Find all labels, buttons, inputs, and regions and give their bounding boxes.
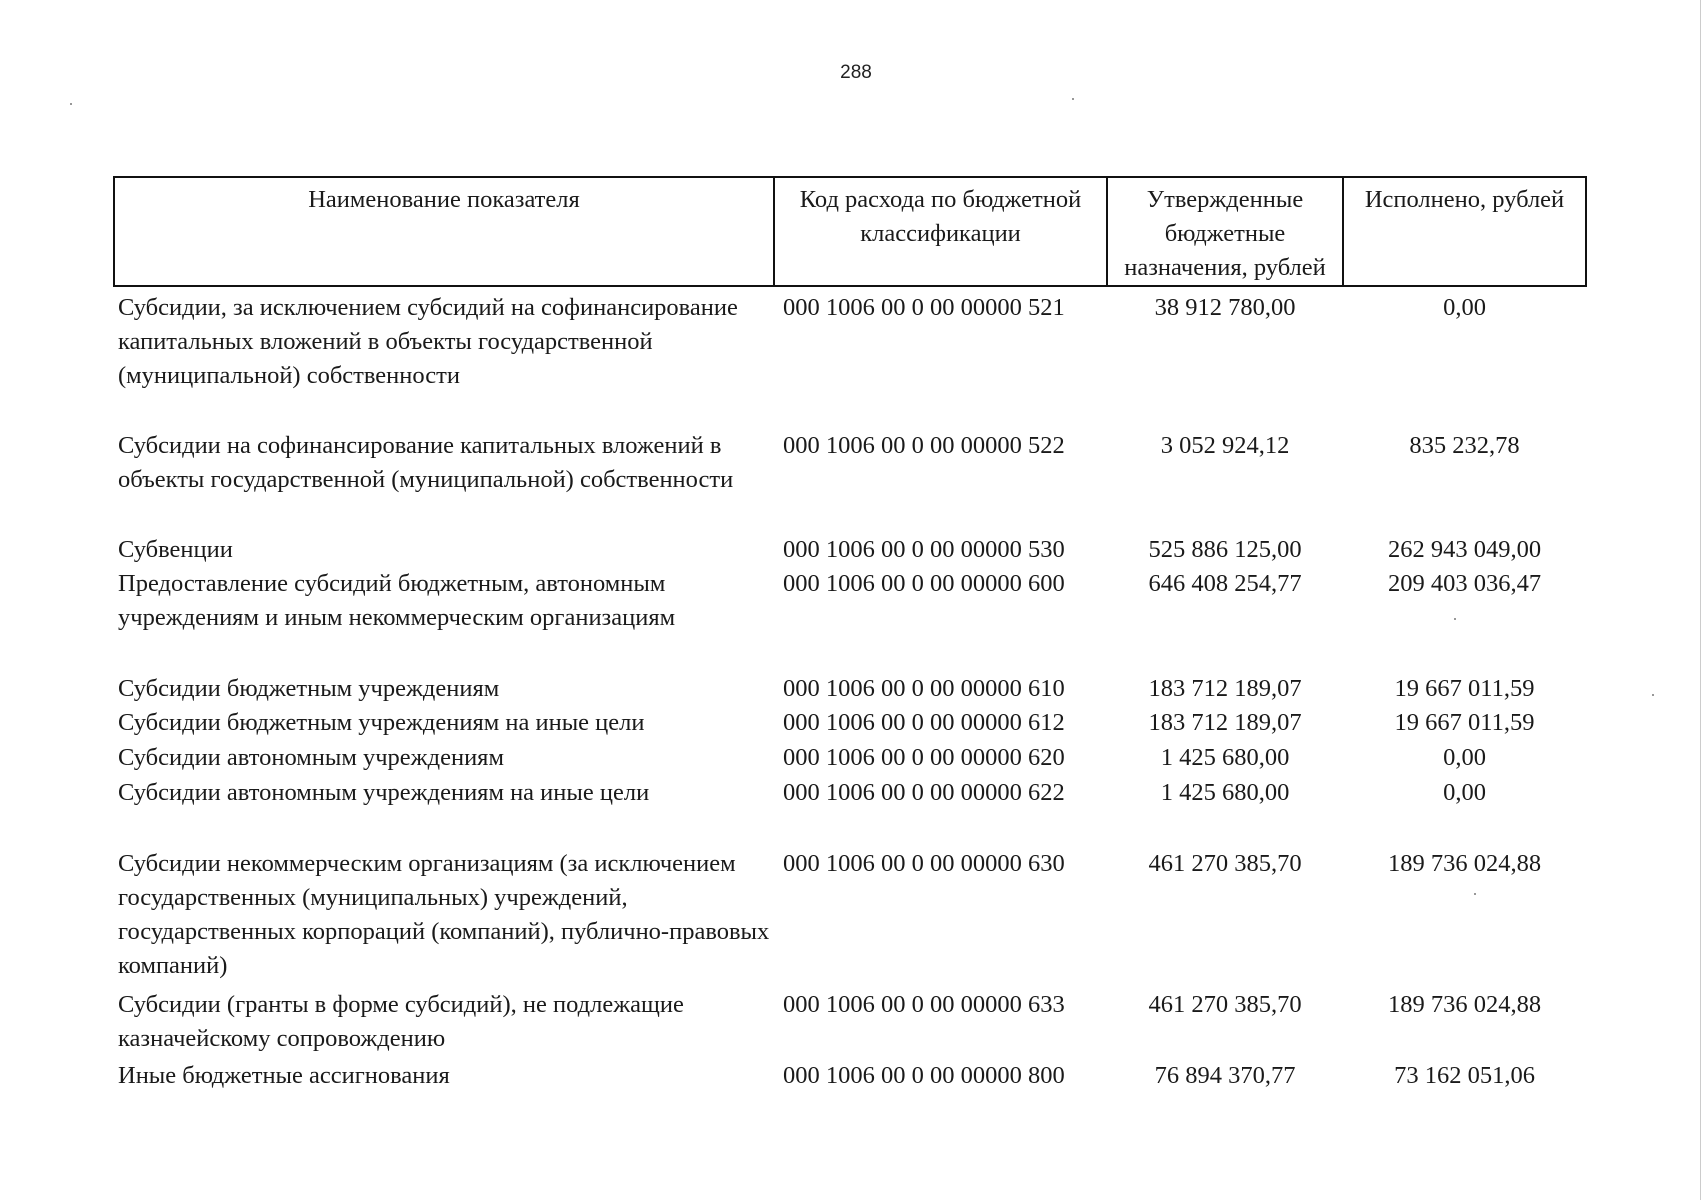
table-row xyxy=(114,672,1586,706)
table-row xyxy=(114,429,1586,533)
row-approved-amount: 183 712 189,07 xyxy=(1148,709,1302,736)
table-body xyxy=(114,286,1586,1093)
row-indicator-name: Субсидии автономным учреждениям xyxy=(118,744,504,771)
table-header xyxy=(114,177,1586,286)
row-approved-amount: 646 408 254,77 xyxy=(1148,570,1302,597)
row-executed-amount: 73 162 051,06 xyxy=(1394,1062,1535,1089)
row-executed-amount: 262 943 049,00 xyxy=(1387,536,1542,563)
scan-speck xyxy=(1474,893,1476,895)
row-indicator-name: Иные бюджетные ассигнования xyxy=(118,1062,450,1089)
row-approved-amount: 3 052 924,12 xyxy=(1160,432,1290,459)
table-row xyxy=(114,741,1586,776)
row-approved-amount: 525 886 125,00 xyxy=(1148,536,1302,563)
row-classification-code: 000 1006 00 0 00 00000 800 xyxy=(783,1062,1065,1089)
header-approved-amount: Утвержденные бюджетные назначения, рублей xyxy=(1107,177,1343,286)
page-number: 288 xyxy=(840,62,872,83)
row-executed-amount: 0,00 xyxy=(1443,294,1486,321)
row-approved-amount: 38 912 780,00 xyxy=(1154,294,1296,321)
row-approved-amount: 461 270 385,70 xyxy=(1148,850,1302,877)
row-classification-code: 000 1006 00 0 00 00000 521 xyxy=(783,294,1065,321)
row-executed-amount: 189 736 024,88 xyxy=(1387,991,1542,1018)
table-row xyxy=(114,1059,1586,1093)
row-indicator-name: Субсидии автономным учреждениям на иные цели xyxy=(118,779,650,806)
row-executed-amount: 835 232,78 xyxy=(1409,432,1520,459)
header-executed-amount: Исполнено, рублей xyxy=(1343,177,1586,286)
row-approved-amount: 183 712 189,07 xyxy=(1148,675,1302,702)
row-approved-amount: 1 425 680,00 xyxy=(1160,779,1290,806)
row-executed-amount: 19 667 011,59 xyxy=(1394,675,1535,702)
table-row xyxy=(114,567,1586,672)
row-indicator-name: Субсидии некоммерческим организациям (за исключением государственных (муниципальных) учреждений, государственных корпораций (компаний), публично-правовых компаний) xyxy=(118,850,770,979)
header-indicator-name: Наименование показателя xyxy=(114,177,774,286)
row-indicator-name: Субсидии бюджетным учреждениям на иные цели xyxy=(118,709,645,736)
row-classification-code: 000 1006 00 0 00 00000 633 xyxy=(783,991,1065,1018)
row-executed-amount: 209 403 036,47 xyxy=(1387,570,1542,597)
row-classification-code: 000 1006 00 0 00 00000 600 xyxy=(783,570,1065,597)
table-row xyxy=(114,286,1586,429)
scan-speck xyxy=(1454,618,1456,620)
row-classification-code: 000 1006 00 0 00 00000 620 xyxy=(783,744,1065,771)
row-executed-amount: 0,00 xyxy=(1443,744,1486,771)
header-classification-code: Код расхода по бюджетной классификации xyxy=(774,177,1107,286)
row-classification-code: 000 1006 00 0 00 00000 610 xyxy=(783,675,1065,702)
scan-edge-line xyxy=(1700,0,1701,1200)
row-indicator-name: Субсидии, за исключением субсидий на софинансирование капитальных вложений в объекты государственной (муниципальной) собственности xyxy=(118,294,738,389)
table-row xyxy=(114,847,1586,988)
row-executed-amount: 19 667 011,59 xyxy=(1394,709,1535,736)
row-approved-amount: 76 894 370,77 xyxy=(1154,1062,1296,1089)
row-classification-code: 000 1006 00 0 00 00000 630 xyxy=(783,850,1065,877)
row-classification-code: 000 1006 00 0 00 00000 530 xyxy=(783,536,1065,563)
row-approved-amount: 1 425 680,00 xyxy=(1160,744,1290,771)
scan-speck xyxy=(1072,98,1074,100)
table-row xyxy=(114,988,1586,1059)
row-indicator-name: Предоставление субсидий бюджетным, автономным учреждениям и иным некоммерческим организациям xyxy=(118,570,676,631)
row-indicator-name: Субсидии (гранты в форме субсидий), не подлежащие казначейскому сопровождению xyxy=(118,991,684,1052)
budget-execution-table xyxy=(113,176,1587,1093)
scan-speck xyxy=(70,103,72,105)
row-classification-code: 000 1006 00 0 00 00000 622 xyxy=(783,779,1065,806)
row-indicator-name: Субвенции xyxy=(118,536,233,563)
table-row xyxy=(114,533,1586,567)
row-indicator-name: Субсидии на софинансирование капитальных вложений в объекты государственной (муниципальной) собственности xyxy=(118,432,734,493)
table-row xyxy=(114,776,1586,847)
row-classification-code: 000 1006 00 0 00 00000 612 xyxy=(783,709,1065,736)
row-executed-amount: 189 736 024,88 xyxy=(1387,850,1542,877)
row-executed-amount: 0,00 xyxy=(1443,779,1486,806)
row-indicator-name: Субсидии бюджетным учреждениям xyxy=(118,675,500,702)
row-classification-code: 000 1006 00 0 00 00000 522 xyxy=(783,432,1065,459)
scan-speck xyxy=(1652,694,1654,696)
table-row xyxy=(114,706,1586,741)
row-approved-amount: 461 270 385,70 xyxy=(1148,991,1302,1018)
